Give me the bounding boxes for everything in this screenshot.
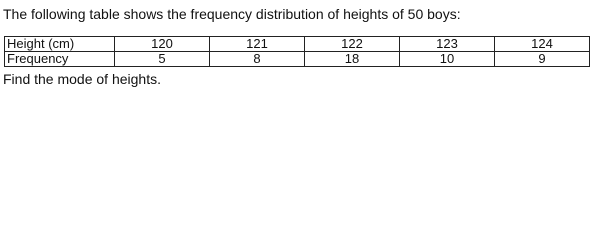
row-header-height: Height (cm) bbox=[5, 37, 115, 52]
table-row-frequency bbox=[5, 52, 590, 67]
frequency-cell-3: 18 bbox=[305, 52, 400, 67]
frequency-cell-4: 10 bbox=[400, 52, 495, 67]
question-block bbox=[3, 0, 603, 23]
row-header-frequency: Frequency bbox=[5, 52, 115, 67]
height-cell-2: 121 bbox=[210, 37, 305, 52]
height-cell-1: 120 bbox=[115, 37, 210, 52]
height-cell-4: 123 bbox=[400, 37, 495, 52]
table-row-height bbox=[5, 37, 590, 52]
height-cell-3: 122 bbox=[305, 37, 400, 52]
frequency-cell-5: 9 bbox=[495, 52, 590, 67]
question-prompt: Find the mode of heights. bbox=[3, 71, 161, 87]
height-cell-5: 124 bbox=[495, 37, 590, 52]
question-intro: The following table shows the frequency distribution of heights of 50 boys: bbox=[3, 6, 461, 22]
frequency-cell-2: 8 bbox=[210, 52, 305, 67]
frequency-table bbox=[4, 36, 590, 67]
frequency-cell-1: 5 bbox=[115, 52, 210, 67]
